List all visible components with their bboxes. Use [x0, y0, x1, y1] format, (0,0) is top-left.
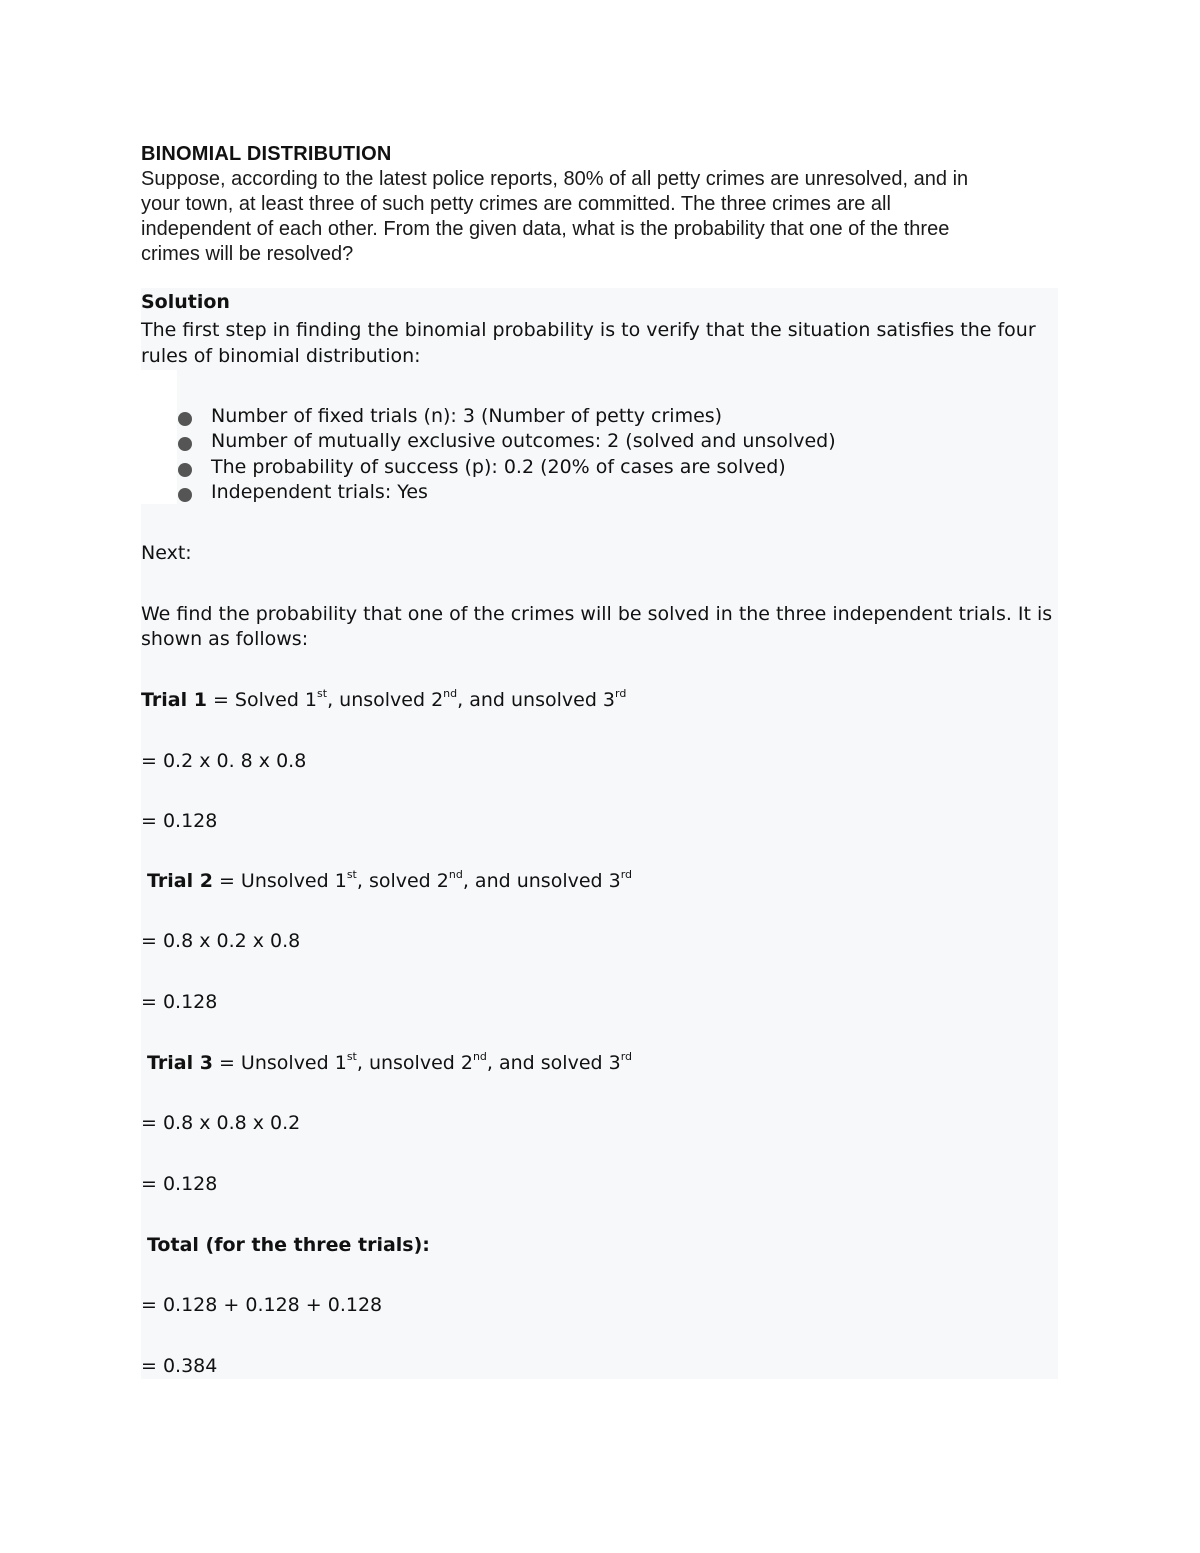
list-item-text: Number of mutually exclusive outcomes: 2 (solved and unsolved): [211, 430, 836, 452]
trial-1-label: Trial 1: [141, 689, 207, 711]
bullet-icon: [178, 437, 192, 451]
next-label: Next:: [141, 542, 192, 564]
total-result: = 0.384: [141, 1355, 218, 1377]
trial-3-text: , and solved 3: [486, 1052, 621, 1074]
solution-background-gap: [141, 370, 177, 504]
ordinal-suffix: nd: [472, 1049, 487, 1063]
trial-3-label: Trial 3: [147, 1052, 213, 1074]
list-item-text: The probability of success (p): 0.2 (20% of cases are solved): [211, 456, 786, 478]
trial-2-calculation: = 0.8 x 0.2 x 0.8: [141, 930, 301, 952]
list-item-text: Independent trials: Yes: [211, 481, 428, 503]
bullet-icon: [178, 488, 192, 502]
trial-1-text: , and unsolved 3: [457, 689, 616, 711]
ordinal-suffix: nd: [448, 867, 463, 881]
trial-2-text: , solved 2: [356, 870, 449, 892]
trial-1-line: [141, 686, 627, 711]
solution-intro-line-2: rules of binomial distribution:: [141, 345, 421, 367]
trial-2-text: , and unsolved 3: [462, 870, 621, 892]
trial-3-result: = 0.128: [141, 1173, 218, 1195]
bullet-icon: [178, 412, 192, 426]
trial-3-text: = Unsolved 1: [212, 1052, 347, 1074]
trial-3-text: , unsolved 2: [356, 1052, 473, 1074]
trial-2-label: Trial 2: [147, 870, 213, 892]
bullet-icon: [178, 463, 192, 477]
solution-heading: Solution: [141, 291, 230, 313]
total-label: Total (for the three trials):: [147, 1234, 430, 1256]
find-line-1: We find the probability that one of the crimes will be solved in the three independent trials. It is: [141, 603, 1053, 625]
trial-1-result: = 0.128: [141, 810, 218, 832]
trial-2-line: [147, 867, 633, 892]
question-line-1: Suppose, according to the latest police reports, 80% of all petty crimes are unresolved, and in: [141, 168, 969, 190]
ordinal-suffix: rd: [615, 686, 627, 700]
trial-3-calculation: = 0.8 x 0.8 x 0.2: [141, 1112, 301, 1134]
ordinal-suffix: nd: [443, 686, 458, 700]
ordinal-suffix: st: [346, 1049, 357, 1063]
document-title: BINOMIAL DISTRIBUTION: [141, 143, 392, 165]
ordinal-suffix: rd: [620, 867, 633, 881]
find-line-2: shown as follows:: [141, 628, 309, 650]
question-line-2: your town, at least three of such petty crimes are committed. The three crimes are all: [141, 193, 891, 215]
solution-intro-line-1: The first step in finding the binomial probability is to verify that the situation satisfies the four: [141, 319, 1036, 341]
ordinal-suffix: rd: [620, 1049, 633, 1063]
trial-3-line: [147, 1049, 633, 1074]
trial-2-result: = 0.128: [141, 991, 218, 1013]
question-line-3: independent of each other. From the given data, what is the probability that one of the three: [141, 218, 950, 240]
trial-1-text: = Solved 1: [206, 689, 318, 711]
ordinal-suffix: st: [317, 686, 328, 700]
trial-2-text: = Unsolved 1: [212, 870, 347, 892]
trial-1-calculation: = 0.2 x 0. 8 x 0.8: [141, 750, 307, 772]
ordinal-suffix: st: [346, 867, 357, 881]
total-calculation: = 0.128 + 0.128 + 0.128: [141, 1294, 383, 1316]
question-line-4: crimes will be resolved?: [141, 243, 354, 265]
list-item-text: Number of fixed trials (n): 3 (Number of petty crimes): [211, 405, 723, 427]
trial-1-text: , unsolved 2: [327, 689, 444, 711]
